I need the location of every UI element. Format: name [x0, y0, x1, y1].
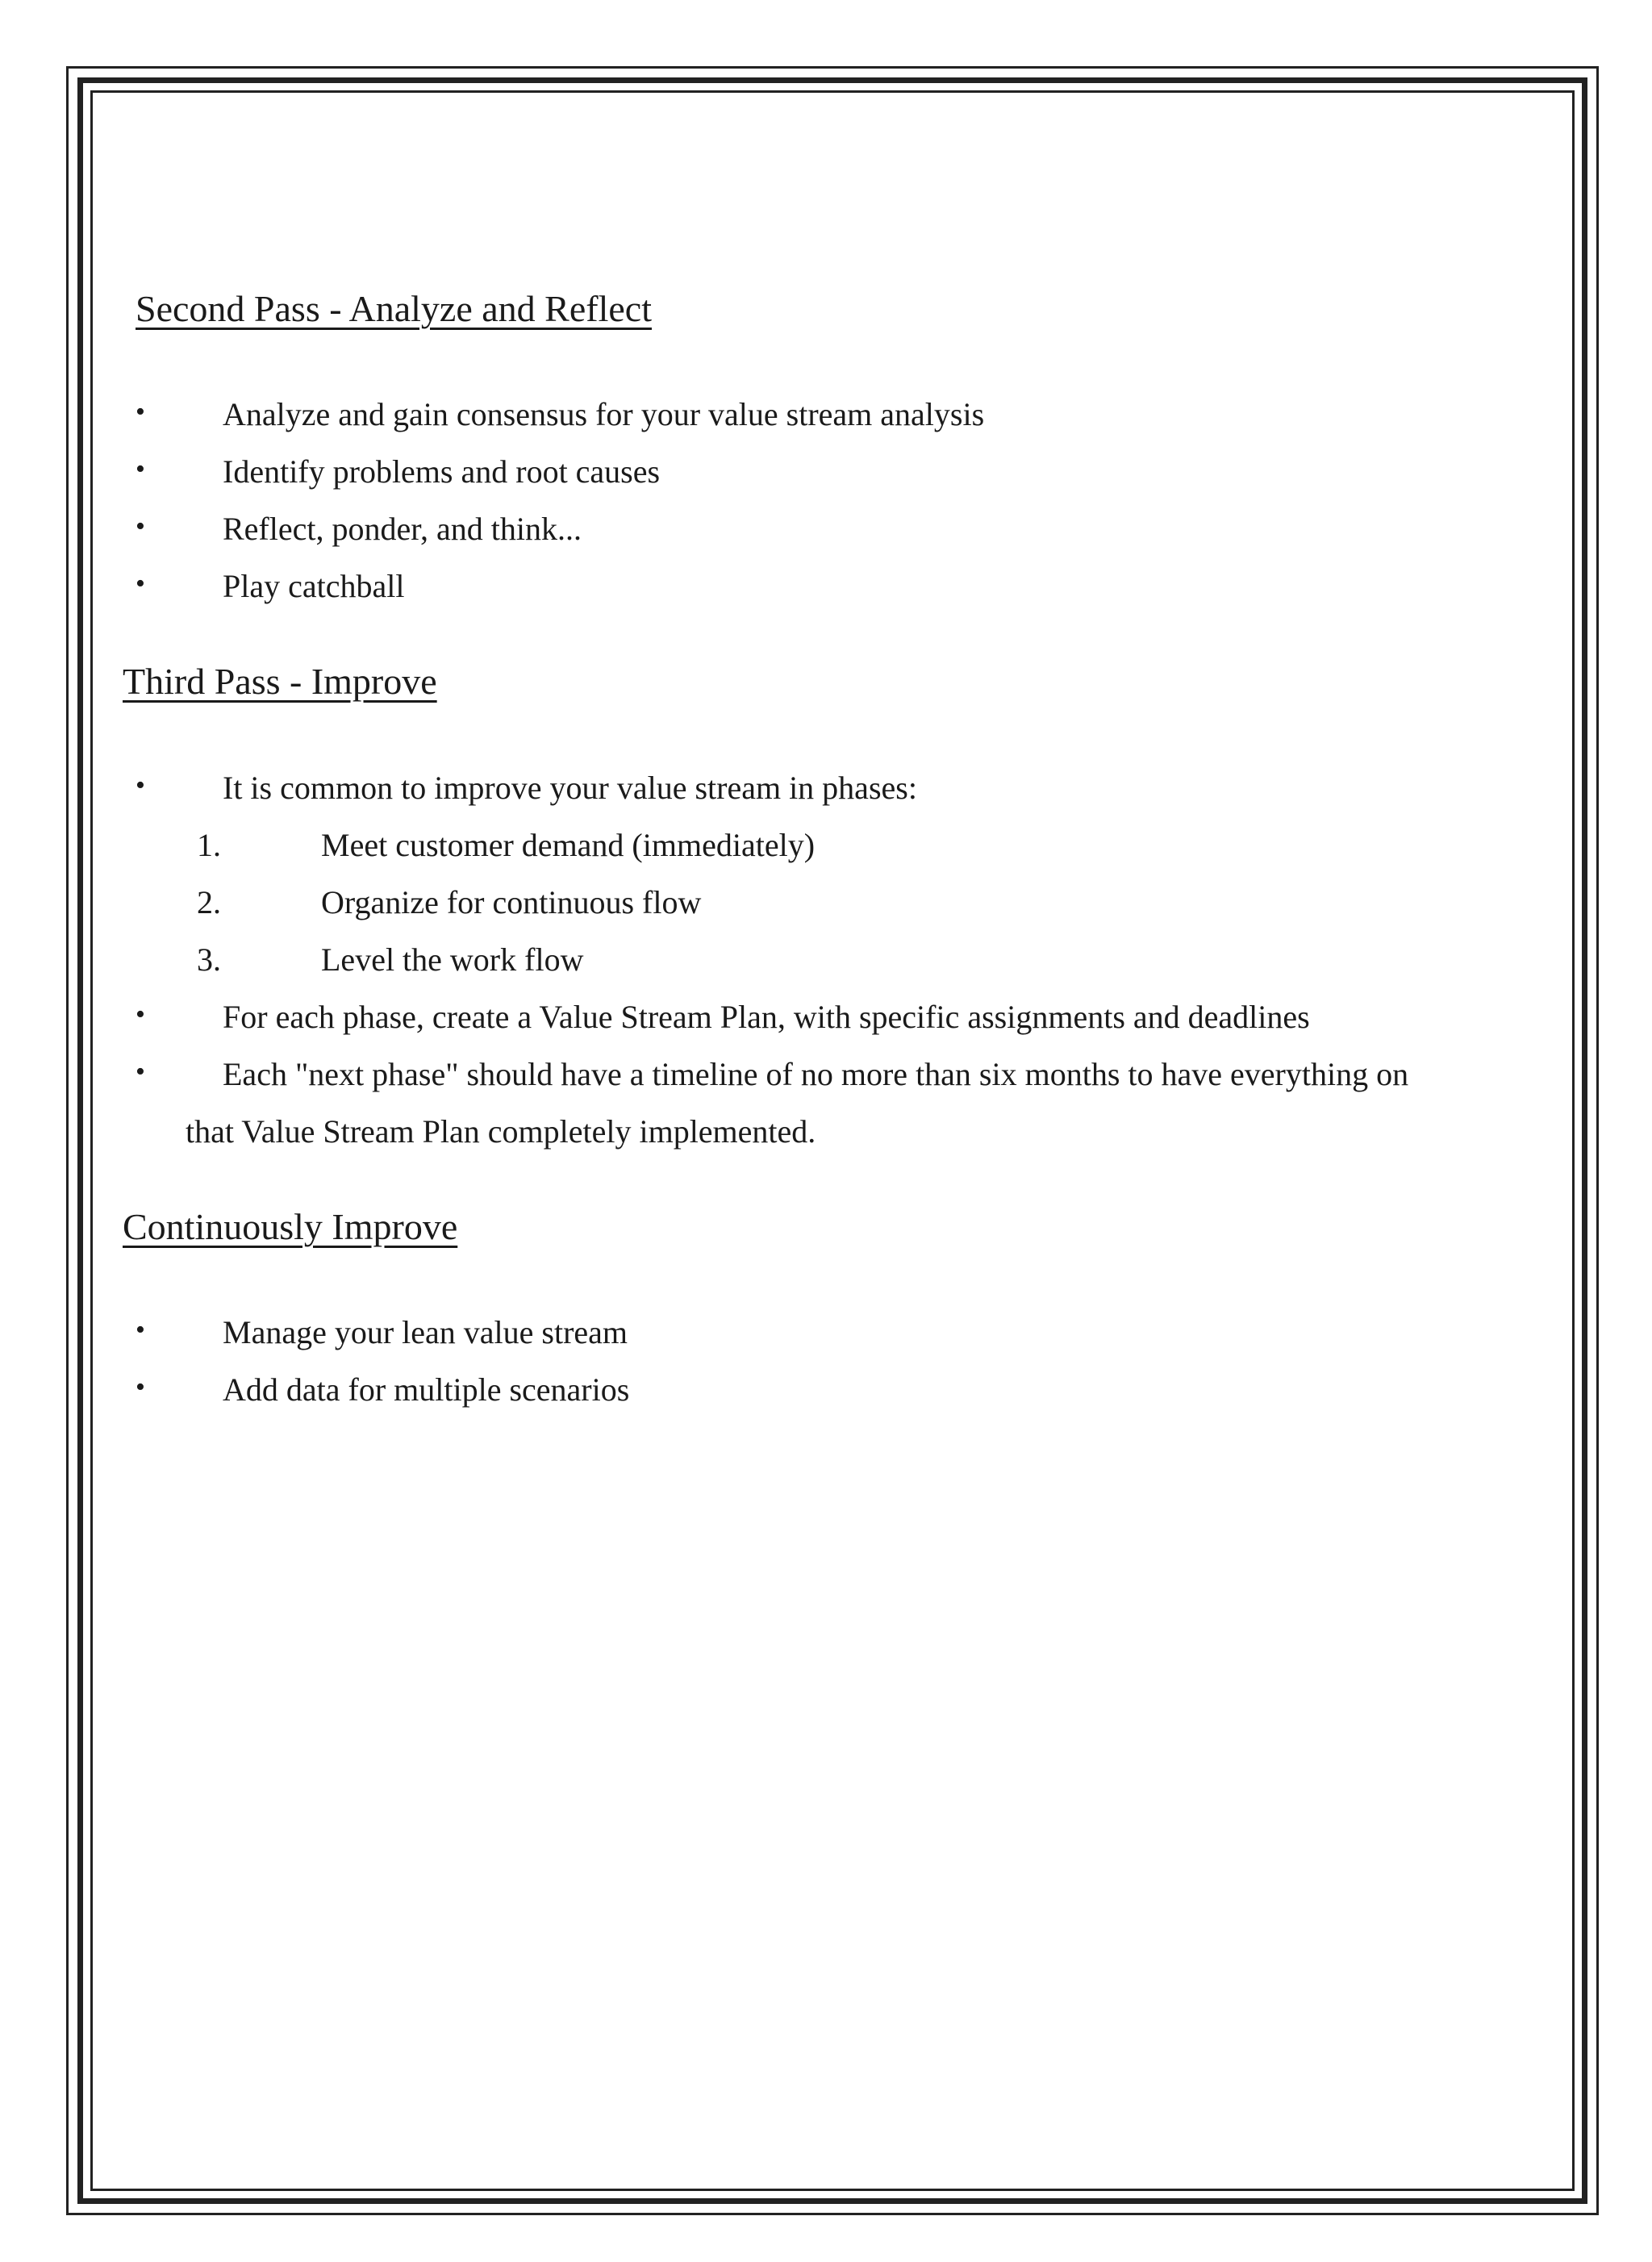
bullet-icon: •	[136, 397, 145, 427]
list-item-text: Each "next phase" should have a timeline of no more than six months to have everything on	[223, 1056, 1409, 1092]
list-item-text: It is common to improve your value stream in phases:	[223, 770, 917, 806]
bullet-icon: •	[136, 1315, 145, 1345]
list-item-text: Manage your lean value stream	[223, 1314, 628, 1350]
section-title-continuously-improve: Continuously Improve	[123, 1206, 458, 1247]
numbered-item-text: Meet customer demand (immediately)	[321, 827, 816, 863]
bullet-icon: •	[136, 569, 145, 599]
list-item-text: Play catchball	[223, 568, 405, 604]
list-item-text: For each phase, create a Value Stream Plan, with specific assignments and deadlines	[223, 999, 1310, 1035]
section-title-second-pass: Second Pass - Analyze and Reflect	[136, 288, 652, 329]
list-item-text: Identify problems and root causes	[223, 453, 661, 490]
numbered-item-text: Level the work flow	[321, 941, 584, 978]
section-title-third-pass: Third Pass - Improve	[123, 661, 437, 702]
bullet-icon: •	[136, 511, 145, 541]
bullet-icon: •	[136, 1000, 145, 1029]
bullet-icon: •	[136, 1372, 145, 1402]
list-item-continuation: that Value Stream Plan completely implemented.	[186, 1113, 816, 1150]
list-item-text: Add data for multiple scenarios	[223, 1371, 630, 1408]
list-item-text: Analyze and gain consensus for your value stream analysis	[223, 396, 985, 432]
list-item-text: Reflect, ponder, and think...	[223, 511, 582, 547]
item-number: 3.	[197, 941, 221, 978]
numbered-item-text: Organize for continuous flow	[321, 884, 702, 920]
item-number: 1.	[197, 827, 221, 863]
item-number: 2.	[197, 884, 221, 920]
bullet-icon: •	[136, 1057, 145, 1087]
bullet-icon: •	[136, 770, 145, 800]
bullet-icon: •	[136, 454, 145, 484]
